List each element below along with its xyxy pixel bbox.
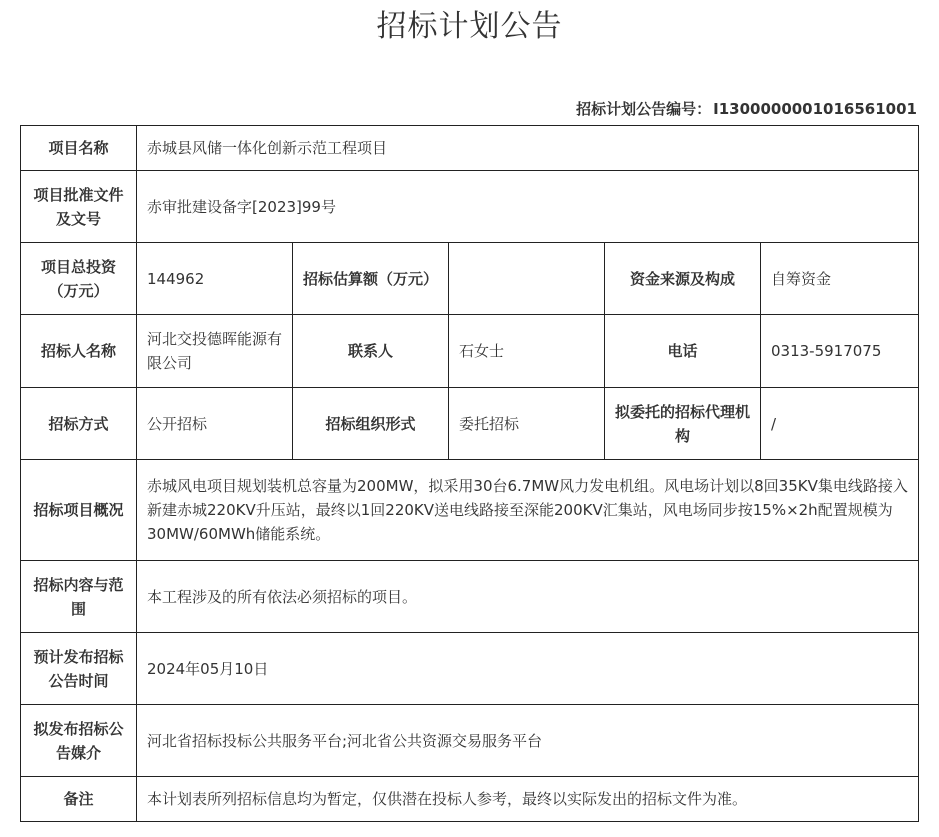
notice-number-value: I1300000001016561001 xyxy=(713,100,917,118)
agency-label: 拟委托的招标代理机构 xyxy=(605,388,761,460)
estimated-amount-value xyxy=(449,243,605,315)
approval-doc-value: 赤审批建设备字[2023]99号 xyxy=(137,171,919,243)
remarks-label: 备注 xyxy=(21,777,137,822)
publish-time-label: 预计发布招标公告时间 xyxy=(21,633,137,705)
funding-source-value: 自筹资金 xyxy=(761,243,919,315)
project-name-value: 赤城县风储一体化创新示范工程项目 xyxy=(137,126,919,171)
publish-time-value: 2024年05月10日 xyxy=(137,633,919,705)
approval-doc-label: 项目批准文件及文号 xyxy=(21,171,137,243)
contact-value: 石女士 xyxy=(449,315,605,388)
scope-label: 招标内容与范围 xyxy=(21,561,137,633)
project-name-label: 项目名称 xyxy=(21,126,137,171)
tenderer-label: 招标人名称 xyxy=(21,315,137,388)
organization-form-label: 招标组织形式 xyxy=(293,388,449,460)
media-label: 拟发布招标公告媒介 xyxy=(21,705,137,777)
estimated-amount-label: 招标估算额（万元） xyxy=(293,243,449,315)
table-row xyxy=(21,777,919,822)
tender-method-value: 公开招标 xyxy=(137,388,293,460)
funding-source-label: 资金来源及构成 xyxy=(605,243,761,315)
table-row xyxy=(21,388,919,460)
table-row xyxy=(21,171,919,243)
total-investment-label: 项目总投资（万元） xyxy=(21,243,137,315)
table-row xyxy=(21,126,919,171)
table-row xyxy=(21,315,919,388)
organization-form-value: 委托招标 xyxy=(449,388,605,460)
overview-label: 招标项目概况 xyxy=(21,460,137,561)
total-investment-value: 144962 xyxy=(137,243,293,315)
table-row xyxy=(21,460,919,561)
table-row xyxy=(21,561,919,633)
tenderer-value: 河北交投德晖能源有限公司 xyxy=(137,315,293,388)
table-row xyxy=(21,705,919,777)
table-row xyxy=(21,633,919,705)
notice-number-label: 招标计划公告编号： xyxy=(576,100,712,118)
tender-plan-table xyxy=(20,125,919,822)
tender-method-label: 招标方式 xyxy=(21,388,137,460)
agency-value: / xyxy=(761,388,919,460)
phone-value: 0313-5917075 xyxy=(761,315,919,388)
remarks-value: 本计划表所列招标信息均为暂定，仅供潜在投标人参考，最终以实际发出的招标文件为准。 xyxy=(137,777,919,822)
contact-label: 联系人 xyxy=(293,315,449,388)
table-row xyxy=(21,243,919,315)
notice-number xyxy=(576,98,917,120)
overview-value: 赤城风电项目规划装机总容量为200MW，拟采用30台6.7MW风力发电机组。风电场计划以8回35KV集电线路接入新建赤城220KV升压站，最终以1回220KV送电线路接至深能200KV汇集站，风电场同步按15%×2h配置规模为30MW/60MWh储能系统。 xyxy=(137,460,919,561)
page-title: 招标计划公告 xyxy=(376,9,563,44)
scope-value: 本工程涉及的所有依法必须招标的项目。 xyxy=(137,561,919,633)
phone-label: 电话 xyxy=(605,315,761,388)
media-value: 河北省招标投标公共服务平台;河北省公共资源交易服务平台 xyxy=(137,705,919,777)
